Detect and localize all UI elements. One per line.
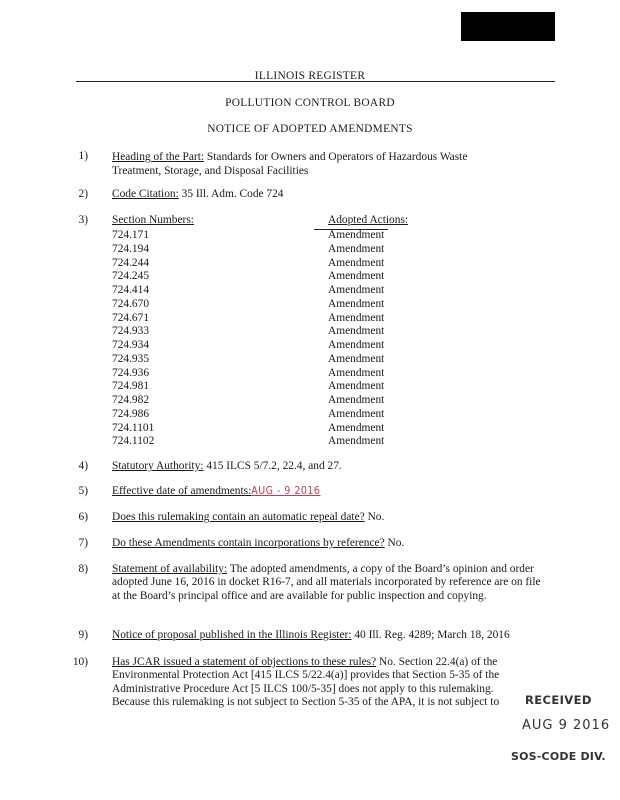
item-notice-of-proposal [112, 629, 510, 641]
section-action: Amendment [328, 256, 385, 269]
section-number: 724.245 [112, 270, 150, 283]
section-action: Amendment [328, 352, 385, 365]
item-number: 8) [78, 563, 88, 575]
section-action: Amendment [328, 339, 385, 351]
item-number: 3) [78, 214, 88, 226]
section-action: Amendment [328, 325, 385, 338]
section-number: 724.935 [112, 352, 150, 365]
item-statement-of-availability [112, 563, 544, 603]
item-number: 5) [78, 485, 88, 497]
item-label: Statement of availability: [112, 563, 228, 575]
item-statutory-authority [112, 460, 342, 472]
section-action: Amendment [328, 297, 385, 310]
agency-title: POLLUTION CONTROL BOARD [225, 97, 395, 109]
received-stamp-office: SOS-CODE DIV. [511, 750, 606, 763]
section-number: 724.414 [112, 284, 150, 296]
redaction-box [461, 12, 555, 41]
section-action: Amendment [328, 242, 385, 255]
item-number: 4) [78, 460, 88, 472]
section-number: 724.936 [112, 366, 150, 379]
received-stamp-date: AUG 9 2016 [522, 718, 611, 733]
section-numbers-header: Section Numbers: [112, 214, 194, 226]
section-action: Amendment [328, 229, 385, 241]
section-action: Amendment [328, 270, 385, 283]
item-label: Has JCAR issued a statement of objections to these rules? [112, 656, 377, 668]
section-action: Amendment [328, 394, 385, 406]
section-action: Amendment [328, 311, 385, 324]
item-label: Code Citation: [112, 188, 179, 200]
notice-title: NOTICE OF ADOPTED AMENDMENTS [207, 123, 413, 135]
item-number: 10) [72, 656, 88, 668]
section-number: 724.981 [112, 380, 150, 393]
section-number: 724.194 [112, 242, 150, 255]
section-number: 724.671 [112, 311, 150, 324]
item-label: Do these Amendments contain incorporations by reference? [112, 537, 385, 549]
item-number: 1) [78, 150, 88, 162]
item-text: 35 Ill. Adm. Code 724 [181, 188, 284, 200]
item-text: No. [387, 537, 405, 549]
item-effective-date [112, 485, 320, 497]
section-action: Amendment [328, 284, 385, 296]
item-automatic-repeal [112, 511, 384, 523]
item-text: 415 ILCS 5/7.2, 22.4, and 27. [206, 460, 342, 472]
item-heading-of-part [112, 150, 552, 178]
adopted-actions-header: Adopted Actions: [328, 214, 409, 226]
section-number: 724.171 [112, 229, 150, 241]
item-incorporations [112, 537, 404, 549]
item-text: No. [367, 511, 385, 523]
section-number: 724.986 [112, 407, 150, 420]
item-text: Standards for Owners and Operators of Hazardous Waste [206, 151, 468, 163]
register-title: ILLINOIS REGISTER [254, 70, 366, 82]
item-number: 6) [78, 511, 88, 523]
section-action: Amendment [328, 380, 385, 393]
header-rule [76, 81, 555, 82]
section-number: 724.982 [112, 394, 150, 406]
item-label: Effective date of amendments: [112, 485, 252, 497]
effective-date-stamp: AUG - 9 2016 [251, 485, 321, 497]
section-action: Amendment [328, 435, 385, 448]
section-number: 724.933 [112, 325, 150, 338]
item-label: Statutory Authority: [112, 460, 204, 472]
item-code-citation [112, 188, 284, 200]
section-action: Amendment [328, 407, 385, 420]
item-text: No. Section 22.4(a) of the Environmental Protection Act [415 ILCS 5/22.4(a)] provides that Section 5-35 of the Administrative Procedure Act [5 ILCS 100/5-35] does not apply to this rulemaking. Because this rulemaking is not subject to Section 5-35 of the APA, it is not subject to [112, 656, 500, 709]
section-number: 724.1101 [112, 421, 155, 434]
section-number: 724.244 [112, 256, 150, 269]
item-text-continued: Treatment, Storage, and Disposal Facilities [112, 165, 309, 177]
item-label: Does this rulemaking contain an automatic repeal date? [112, 511, 365, 523]
item-text: The adopted amendments, a copy of the Board’s opinion and order adopted June 16, 2016 in docket R16-7, and all materials incorporated by reference are on file at the Board’s principal office and are available for public inspection and copying. [112, 563, 541, 602]
received-stamp-label: RECEIVED [525, 693, 592, 707]
section-number: 724.670 [112, 297, 150, 310]
section-number: 724.1102 [112, 435, 155, 448]
item-number: 9) [78, 629, 88, 641]
section-action: Amendment [328, 366, 385, 379]
section-number: 724.934 [112, 339, 150, 351]
item-label: Notice of proposal published in the Illinois Register: [112, 629, 352, 641]
item-number: 2) [78, 188, 88, 200]
item-jcar-objections [112, 656, 522, 710]
item-number: 7) [78, 537, 88, 549]
section-action: Amendment [328, 421, 385, 434]
item-label: Heading of the Part: [112, 151, 205, 163]
item-text: 40 Ill. Reg. 4289; March 18, 2016 [354, 629, 510, 641]
